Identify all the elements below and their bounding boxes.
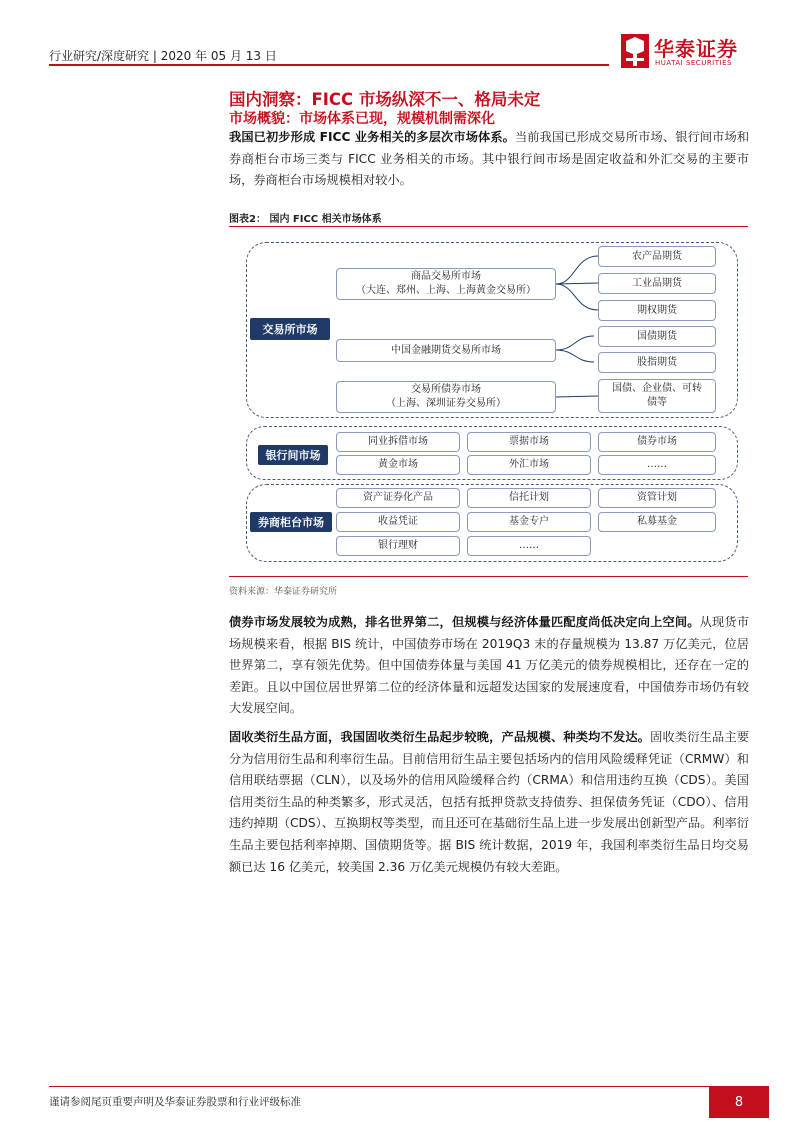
- bank-wealth-box: 银行理财: [336, 536, 460, 556]
- paragraph-3-lead: 固收类衍生品方面，我国固收类衍生品起步较晚，产品规模、种类均不发达。: [229, 730, 651, 744]
- figure-source: 资料来源：华泰证券研究所: [229, 587, 338, 597]
- connector-treasury: [556, 336, 594, 350]
- paragraph-3-body: 固收类衍生品主要分为信用衍生品和利率衍生品。目前信用衍生品主要包括场内的信用风险缓释凭证（CRMW）和信用联结票据（CLN），以及场外的信用风险缓释合约（CRMA）和信用违约互换（CDS）。美国信用类衍生品的种类繁多，形式灵活，包括有抵押贷款支持债券、担保债务凭证（CDO）、信用违约掉期（CDS）、互换期权等类型，而且还可在基础衍生品上进一步发展出创新型产品。利率衍生品主要包括利率掉期、国债期货等。据 BIS 统计数据，2019 年，我国利率类衍生品日均交易额已达 16 亿美元，较美国 2.36 万亿美元规模仍有较大差距。: [229, 730, 750, 874]
- exchange-bond-market-name: 交易所债券市场: [411, 384, 481, 395]
- agricultural-futures-box: 农产品期货: [598, 246, 716, 267]
- header-breadcrumb: 行业研究/深度研究 | 2020 年 05 月 13 日: [49, 49, 277, 63]
- fx-market-box: 外汇市场: [467, 455, 591, 475]
- footer-divider: [49, 1086, 709, 1087]
- commodity-exchange-name: 商品交易所市场: [411, 271, 481, 282]
- otc-market-label: 券商柜台市场: [250, 512, 332, 532]
- bond-types-line1: 国债、企业债、可转: [612, 383, 702, 394]
- exchange-market-label: 交易所市场: [250, 318, 330, 340]
- exchange-bond-market-members: （上海、深圳证券交易所）: [386, 398, 506, 409]
- connector-index: [556, 350, 594, 362]
- interbank-lending-box: 同业拆借市场: [336, 432, 460, 452]
- private-fund-box: 私募基金: [598, 512, 716, 532]
- industrial-futures-box: 工业品期货: [598, 273, 716, 294]
- paragraph-1-lead: 我国已初步形成 FICC 业务相关的多层次市场体系。: [229, 130, 515, 144]
- trust-plan-box: 信托计划: [467, 488, 591, 508]
- figure-title: 图表2： 国内 FICC 相关市场体系: [229, 214, 382, 225]
- fund-account-box: 基金专户: [467, 512, 591, 532]
- commodity-exchange-members: （大连、郑州、上海、上海黄金交易所）: [356, 285, 536, 296]
- connector-agri: [556, 256, 598, 284]
- footer-disclaimer: 谨请参阅尾页重要声明及华泰证券股票和行业评级标准: [49, 1096, 301, 1108]
- paragraph-2-body: 从现货市场规模来看，根据 BIS 统计，中国债券市场在 2019Q3 末的存量规模为 13.87 万亿美元，位居世界第二，享有领先优势。但中国债券体量与美国 41 万亿美元的债券规模相比，还存在一定的差距。且以中国位居世界第二位的经济体量和远超发达国家的发展速度看，中国债券市场仍有较大发展空间。: [229, 615, 750, 716]
- abs-product-box: 资产证券化产品: [336, 488, 460, 508]
- interbank-market-label: 银行间市场: [258, 445, 328, 465]
- options-futures-box: 期权期货: [598, 300, 716, 321]
- bond-types-line2: 债等: [647, 397, 667, 408]
- otc-more-box: ……: [467, 536, 591, 556]
- treasury-futures-box: 国债期货: [598, 326, 716, 347]
- paragraph-2: [229, 612, 749, 720]
- asset-management-box: 资管计划: [598, 488, 716, 508]
- logo-chinese-name: 华泰证券: [654, 37, 738, 61]
- section-subtitle: 市场概貌：市场体系已现，规模机制需深化: [229, 111, 495, 127]
- paragraph-3: [229, 727, 749, 878]
- bill-market-box: 票据市场: [467, 432, 591, 452]
- bond-market-box: 债券市场: [598, 432, 716, 452]
- page-number: 8: [709, 1086, 769, 1118]
- logo-english-name: HUATAI SECURITIES: [655, 59, 732, 67]
- interbank-more-box: ……: [598, 455, 716, 475]
- income-certificate-box: 收益凭证: [336, 512, 460, 532]
- gold-market-box: 黄金市场: [336, 455, 460, 475]
- paragraph-2-lead: 债券市场发展较为成熟，排名世界第二，但规模与经济体量匹配度尚低决定向上空间。: [229, 615, 700, 629]
- connector-options: [556, 284, 598, 310]
- connector-bond-types: [556, 396, 598, 397]
- figure-bottom-rule: [229, 576, 748, 577]
- stock-index-futures-box: 股指期货: [598, 352, 716, 373]
- cffex-box: 中国金融期货交易所市场: [336, 339, 556, 362]
- paragraph-1-body: 当前我国已形成交易所市场、银行间市场和券商柜台市场三类与 FICC 业务相关的市场。其中银行间市场是固定收益和外汇交易的主要市场，券商柜台市场规模相对较小。: [229, 130, 750, 188]
- section-title: 国内洞察：FICC 市场纵深不一、格局未定: [229, 90, 541, 109]
